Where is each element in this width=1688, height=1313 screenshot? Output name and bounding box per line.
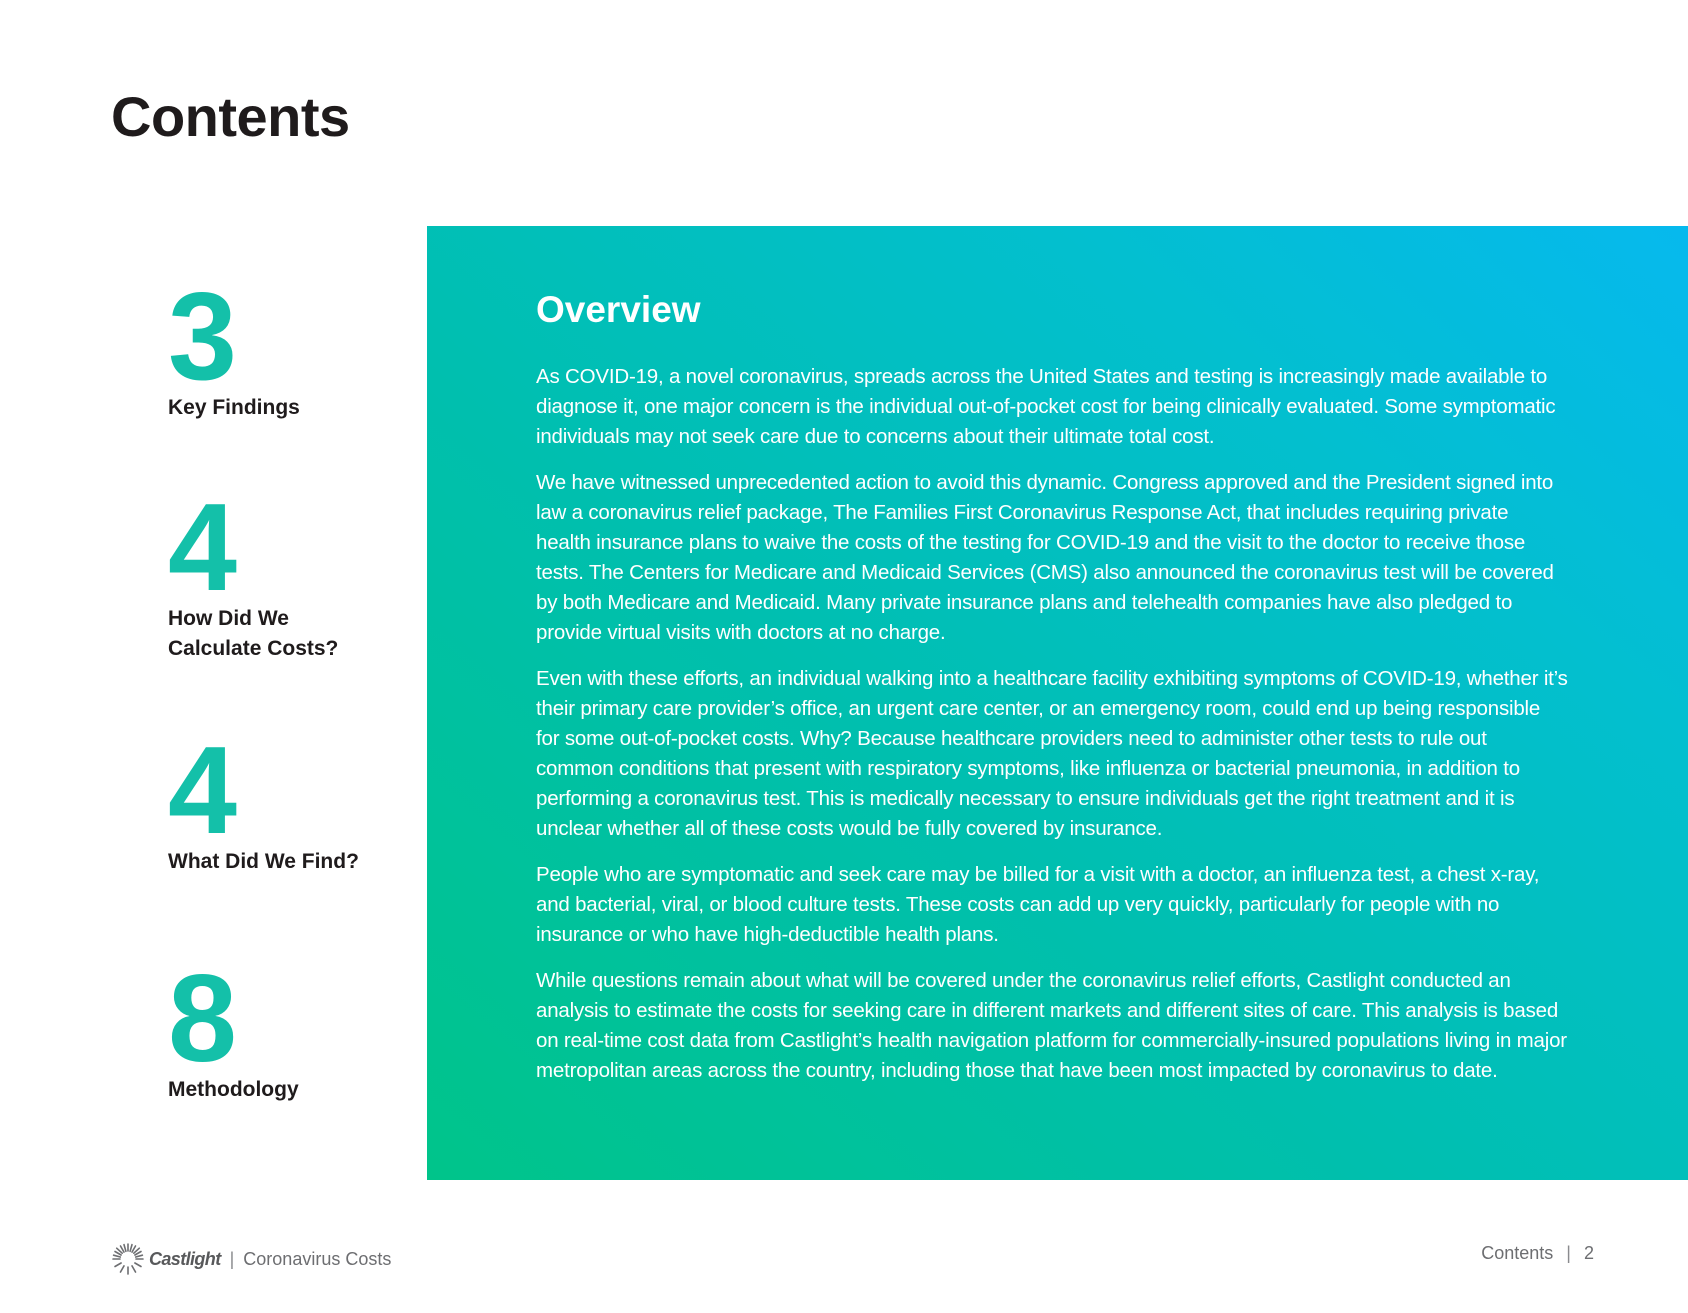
footer-right	[1481, 1243, 1594, 1264]
castlight-logo-text: Castlight	[149, 1248, 221, 1269]
toc-label: Key Findings	[168, 396, 300, 419]
overview-heading: Overview	[536, 289, 701, 330]
toc-label: What Did We Find?	[168, 850, 359, 873]
overview-panel	[427, 226, 1688, 1180]
toc-item-methodology[interactable]	[168, 950, 299, 1105]
footer-separator: |	[1566, 1243, 1571, 1263]
toc-item-what-did-we-find[interactable]	[168, 722, 359, 877]
toc-page-number: 8	[168, 950, 235, 1088]
toc-label: How Did We Calculate Costs?	[168, 607, 339, 660]
castlight-logo-icon	[111, 1242, 145, 1276]
overview-paragraph: Even with these efforts, an individual walking into a healthcare facility exhibiting symptoms of COVID-19, whether it’s their primary care provider’s office, an urgent care center, or an emergency room, could end up being responsible for some out-of-pocket costs. Why? Because healthcare providers need to administer other tests to rule out common conditions that present with respiratory symptoms, like influenza or bacterial pneumonia, in addition to performing a coronavirus test. This is medically necessary to ensure individuals get the right treatment and it is unclear whether all of these costs would be fully covered by insurance.	[536, 667, 1568, 840]
footer-separator: |	[229, 1248, 235, 1269]
toc-label: Methodology	[168, 1078, 299, 1101]
footer-section-name: Contents	[1481, 1243, 1554, 1263]
page-number: 2	[1583, 1243, 1594, 1263]
overview-paragraph: While questions remain about what will be covered under the coronavirus relief efforts, Castlight conducted an analysis to estimate the costs for seeking care in different markets and different sites of care. This analysis is based on real-time cost data from Castlight’s health navigation platform for commercially-insured populations living in major metropolitan areas across the country, including those that have been most impacted by coronavirus to date.	[536, 969, 1567, 1082]
toc-item-key-findings[interactable]	[168, 268, 300, 423]
page-title: Contents	[111, 85, 350, 148]
toc-item-how-did-we-calculate[interactable]	[168, 479, 368, 664]
footer-left	[111, 1242, 391, 1276]
overview-paragraph: People who are symptomatic and seek care may be billed for a visit with a doctor, an influenza test, a chest x-ray, and bacterial, viral, or blood culture tests. These costs can add up very quickly, particularly for people with no insurance or who have high-deductible health plans.	[536, 863, 1540, 946]
overview-paragraph: We have witnessed unprecedented action to avoid this dynamic. Congress approved and the President signed into law a coronavirus relief package, The Families First Coronavirus Response Act, that includes requiring private health insurance plans to waive the costs of the testing for COVID-19 and the visit to the doctor to receive those tests. The Centers for Medicare and Medicaid Services (CMS) also announced the coronavirus test will be covered by both Medicare and Medicaid. Many private insurance plans and telehealth companies have also pledged to provide virtual visits with doctors at no charge.	[536, 471, 1554, 644]
footer-document-name: Coronavirus Costs	[243, 1248, 392, 1269]
overview-paragraph: As COVID-19, a novel coronavirus, spreads across the United States and testing is increasingly made available to diagnose it, one major concern is the individual out-of-pocket cost for being clinically evaluated. Some symptomatic individuals may not seek care due to concerns about their ultimate total cost.	[536, 365, 1556, 448]
toc-page-number: 3	[168, 268, 235, 406]
toc-page-number: 4	[168, 479, 235, 617]
toc-page-number: 4	[168, 722, 235, 860]
